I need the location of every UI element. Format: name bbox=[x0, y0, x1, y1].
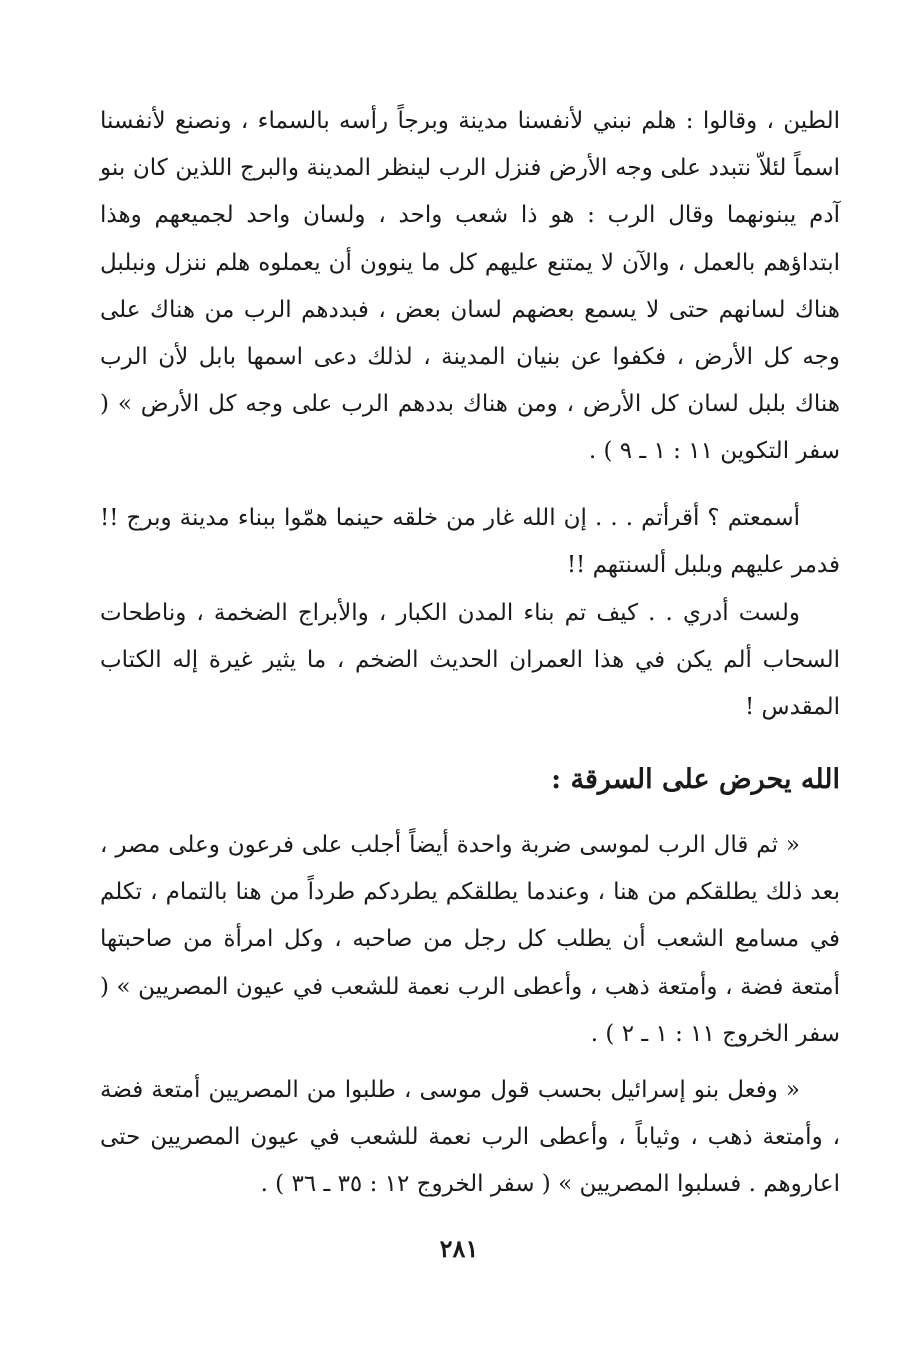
paragraph-commentary-babel: أسمعتم ؟ أقرأتم . . . إن الله غار من خلقه حينما همّوا ببناء مدينة وبرج !! فدمر عليهم وبلبل ألسنتهم !! bbox=[100, 505, 840, 579]
paragraph-commentary-skyscrapers: ولست أدري . . كيف تم بناء المدن الكبار ، والأبراج الضخمة ، وناطحات السحاب ألم يكن في هذا العمران الحديث الضخم ، ما يثير غيرة إله الكتاب المقدس ! bbox=[100, 600, 840, 721]
paragraph-exodus-11: « ثم قال الرب لموسى ضربة واحدة أيضاً أجلب على فرعون وعلى مصر ، بعد ذلك يطلقكم من هنا ، وعندما يطلقكم يطردكم طرداً من هنا بالتمام ، تكلم في مسامع الشعب أن يطلب كل رجل من صاحبه ، وكل امرأة من صاحبتها أمتعة فضة ، وأمتعة ذهب ، وأعطى الرب نعمة للشعب في عيون المصريين » ( سفر الخروج ١١ : ١ ـ ٢ ) . bbox=[100, 832, 840, 1047]
section-heading: الله يحرض على السرقة : bbox=[551, 764, 840, 795]
page-number: ٢٨١ bbox=[439, 1234, 479, 1263]
paragraph-babel-continuation: الطين ، وقالوا : هلم نبني لأنفسنا مدينة وبرجاً رأسه بالسماء ، ونصنع لأنفسنا اسماً لئلاّ نتبدد على وجه الأرض فنزل الرب لينظر المدينة والبرج اللذين كان بنو آدم يبنونهما وقال الرب : هو ذا شعب واحد ، ولسان واحد لجميعهم وهذا ابتداؤهم بالعمل ، والآن لا يمتنع عليهم كل ما ينوون أن يعملوه هلم ننزل ونبلبل هناك لسانهم حتى لا يسمع بعضهم لسان بعض ، فبددهم الرب من هناك على وجه كل الأرض ، فكفوا عن بنيان المدينة ، لذلك دعى اسمها بابل لأن الرب هناك بلبل لسان كل الأرض ، ومن هناك بددهم الرب على وجه كل الأرض » ( سفر التكوين ١١ : ١ ـ ٩ ) . bbox=[100, 108, 840, 465]
paragraph-exodus-12: « وفعل بنو إسرائيل بحسب قول موسى ، طلبوا من المصريين أمتعة فضة ، وأمتعة ذهب ، وثياباً ، وأعطى الرب نعمة للشعب في عيون المصريين حتى اعاروهم . فسلبوا المصريين » ( سفر الخروج ١٢ : ٣٥ ـ ٣٦ ) . bbox=[100, 1077, 840, 1198]
